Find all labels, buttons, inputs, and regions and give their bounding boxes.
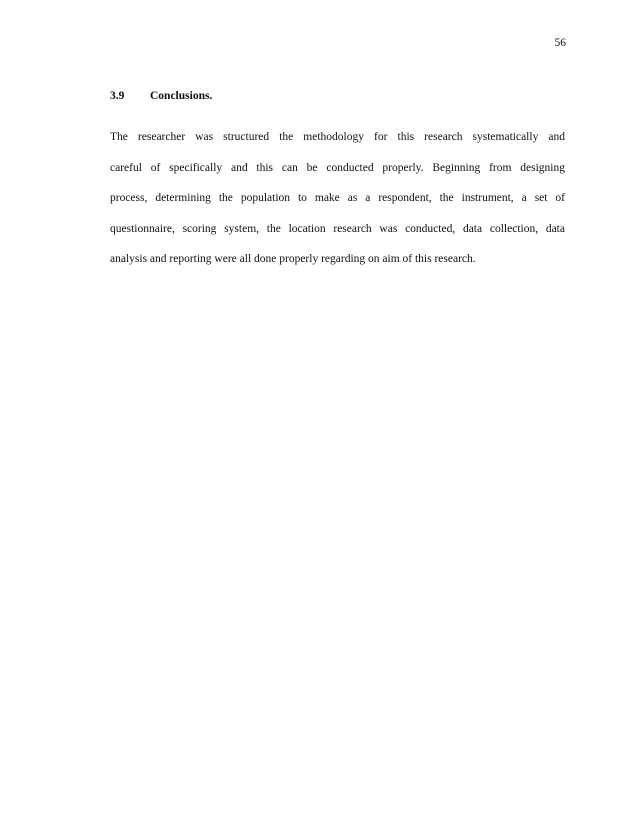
body-line: careful of specifically and this can be conducted properly. Beginning from designing (110, 161, 565, 174)
section-body (110, 122, 565, 275)
page-number: 56 (554, 37, 566, 49)
body-line: process, determining the population to make as a respondent, the instrument, a set of (110, 192, 565, 204)
body-line: analysis and reporting were all done properly regarding on aim of this research. (110, 253, 476, 265)
section-heading (110, 90, 212, 102)
body-line: The researcher was structured the methodology for this research systematically and (110, 131, 565, 143)
section-title: Conclusions. (150, 90, 213, 102)
section-number: 3.9 (110, 90, 125, 102)
body-line: questionnaire, scoring system, the location research was conducted, data collection, data (110, 222, 565, 235)
